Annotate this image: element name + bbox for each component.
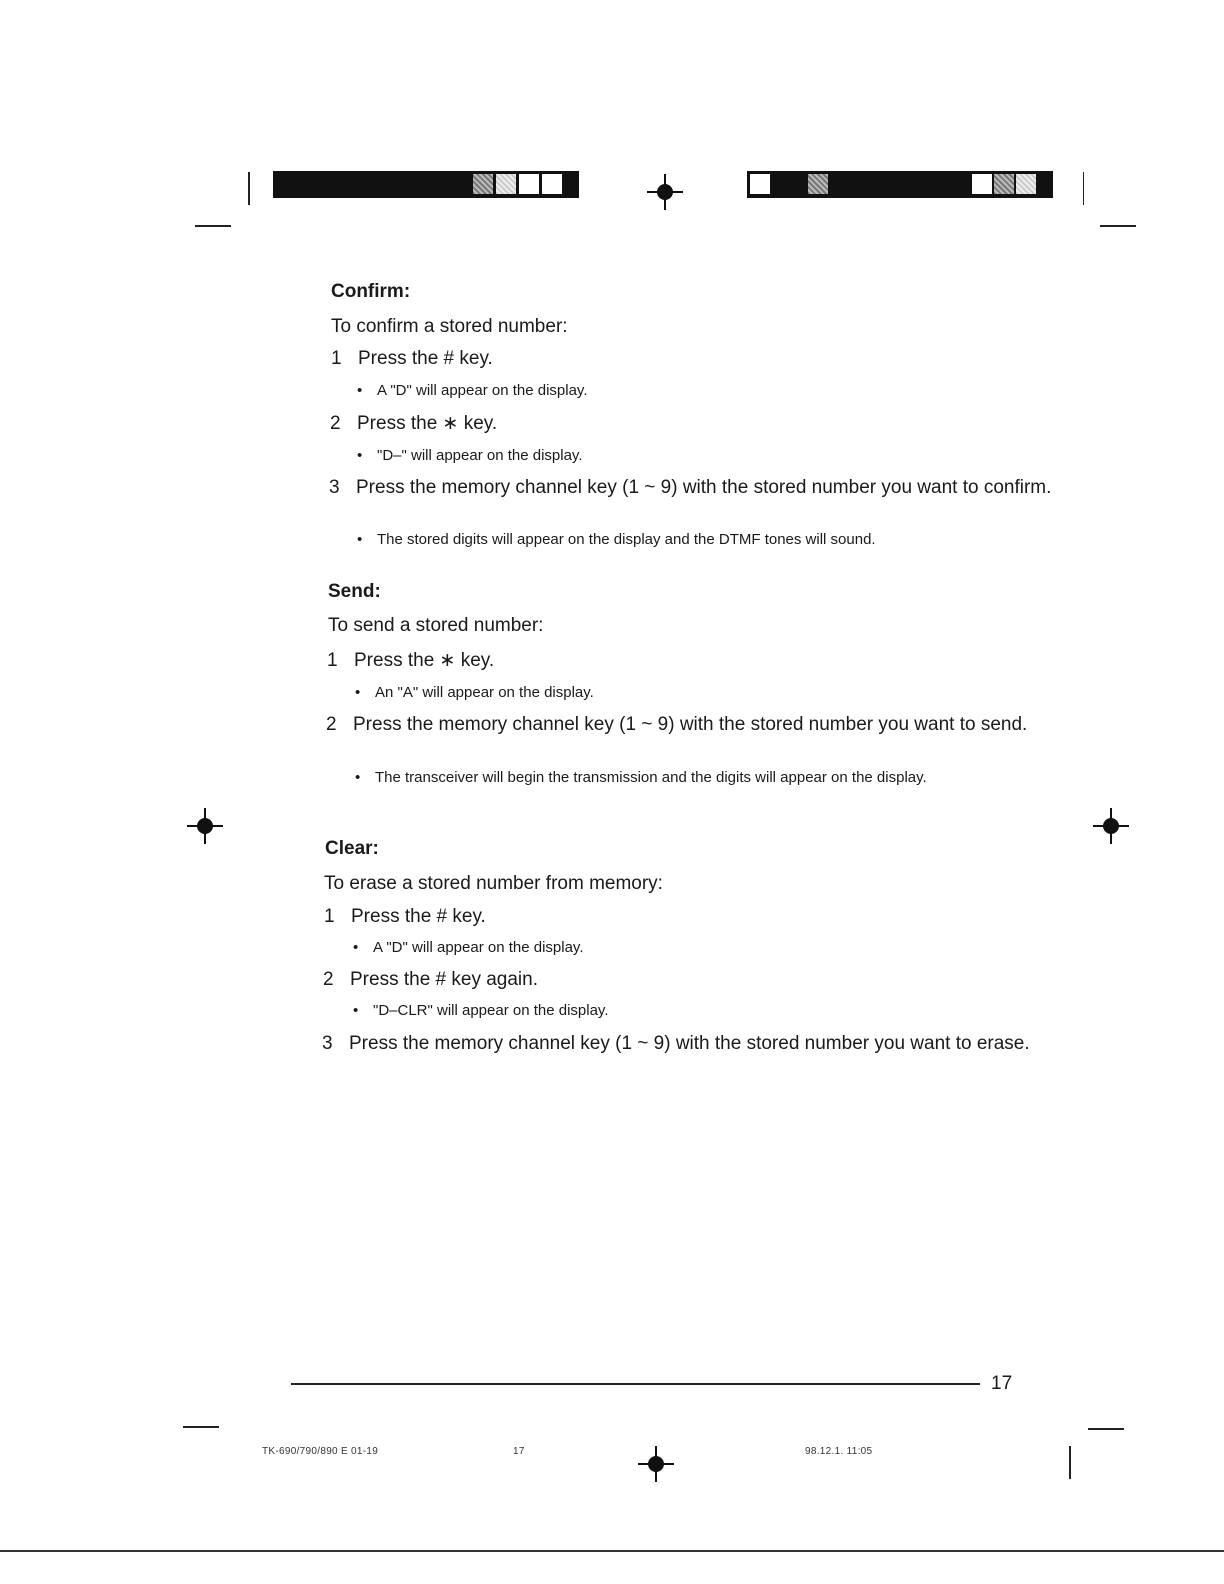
print-file-id: TK-690/790/890 E 01-19 — [262, 1446, 379, 1457]
registration-mark-icon — [638, 1446, 674, 1482]
footer-rule — [291, 1383, 980, 1385]
registration-mark-icon — [1093, 808, 1129, 844]
color-bar-left — [273, 171, 579, 198]
section-intro: To confirm a stored number: — [331, 316, 568, 337]
bottom-rule — [0, 1550, 1224, 1552]
section-intro: To send a stored number: — [328, 615, 544, 636]
section-heading-clear: Clear: — [325, 838, 379, 859]
crop-mark — [248, 172, 250, 205]
registration-mark-icon — [647, 174, 683, 210]
print-page-id: 17 — [513, 1446, 525, 1457]
crop-mark — [1100, 225, 1136, 227]
crop-mark — [1088, 1428, 1124, 1430]
color-bar-right — [747, 171, 1053, 198]
section-intro: To erase a stored number from memory: — [324, 873, 663, 894]
print-timestamp: 98.12.1. 11:05 — [805, 1446, 873, 1457]
crop-mark — [1083, 172, 1084, 205]
crop-mark — [195, 225, 231, 227]
section-heading-confirm: Confirm: — [331, 281, 411, 302]
page-number: 17 — [991, 1373, 1013, 1394]
crop-mark — [1069, 1446, 1071, 1479]
section-heading-send: Send: — [328, 581, 381, 602]
crop-mark — [183, 1426, 219, 1428]
registration-mark-icon — [187, 808, 223, 844]
